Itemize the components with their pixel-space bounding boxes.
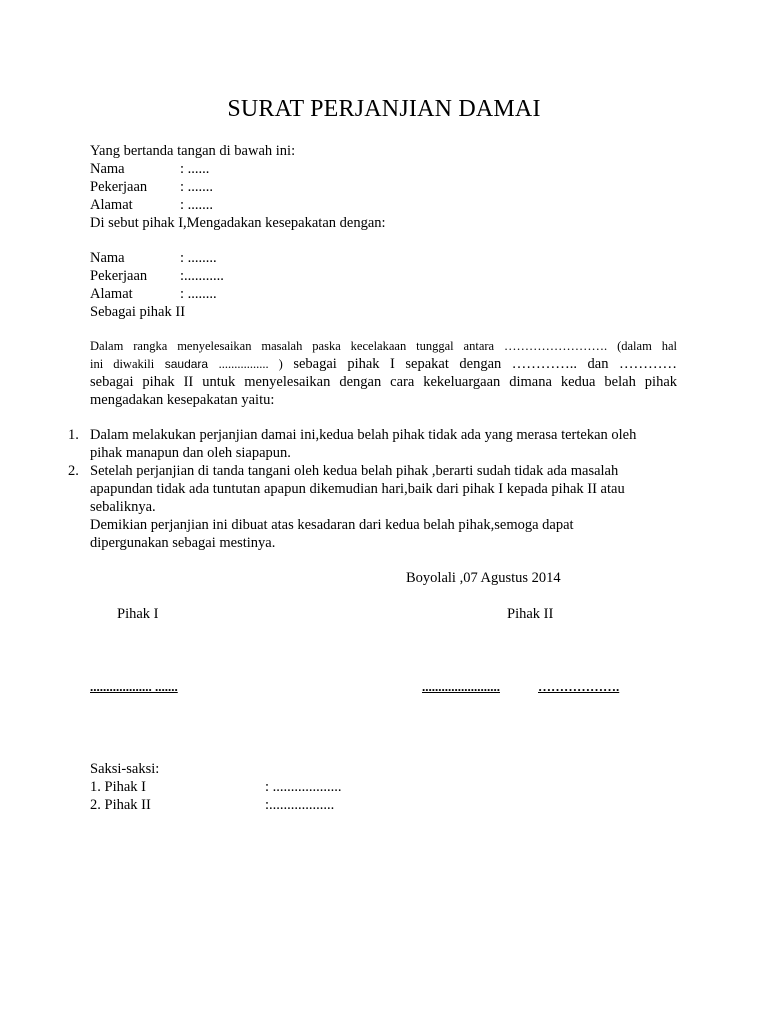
party2-signature-line-b: ………………. [538,679,620,694]
party2-signature-label: Pihak II [507,606,554,622]
witness-2-value: :.................. [265,797,335,813]
agreement-paragraph-line3: sebagai pihak II untuk menyelesaikan dengan cara kekeluargaan dimana kedua belah pihak [90,374,677,390]
witness-1-row [90,778,342,796]
party2-address-label: Alamat [90,286,133,302]
document-title: SURAT PERJANJIAN DAMAI [227,96,541,122]
party1-address-value: : ....... [180,197,214,213]
paragraph-line2-b: saudara [164,357,209,371]
party2-job-value: :........... [180,268,224,284]
item-2-text: Setelah perjanjian di tanda tangani oleh kedua belah pihak ,berarti sudah tidak ada masalah [90,463,619,479]
witness-1-label: 1. Pihak I [90,779,146,795]
party1-name-row [90,160,209,178]
agreement-paragraph-line1 [90,337,677,355]
party1-job-label: Pekerjaan [90,179,148,195]
paragraph-line2-a: ini diwakili [90,357,155,371]
party2-job-row [90,267,224,285]
witness-1-value: : ................... [265,779,342,795]
party1-signature-line: ................... ....... [90,679,178,694]
party2-name-row [90,249,217,267]
intro-text: Yang bertanda tangan di bawah ini: [90,143,296,159]
party1-name-value: : ...... [180,161,210,177]
party1-address-row [90,196,213,214]
closing-line1: Demikian perjanjian ini dibuat atas kesadaran dari kedua belah pihak,semoga dapat [90,517,574,533]
party1-name-label: Nama [90,161,125,177]
party2-signature-line-a: ........................ [422,679,500,694]
item-1-number: 1. [68,427,79,443]
party2-caption: Sebagai pihak II [90,304,186,320]
party1-job-value: : ....... [180,179,214,195]
paragraph-line1-a: Dalam rangka menyelesaikan masalah paska kecelakaan tunggal antara [90,339,495,353]
party1-caption: Di sebut pihak I,Mengadakan kesepakatan dengan: [90,215,386,231]
paragraph-line2-c: ................ ) [218,357,283,371]
witness-title: Saksi-saksi: [90,761,160,777]
paragraph-line2-d: sebagai pihak I sepakat dengan ………….. dan ………… [282,356,678,372]
item-1-text-line2: pihak manapun dan oleh siapapun. [90,445,291,461]
witness-2-label: 2. Pihak II [90,797,151,813]
item-2-text-line3: sebaliknya. [90,499,156,515]
witness-2-row [90,796,334,814]
party1-job-row [90,178,213,196]
party1-address-label: Alamat [90,197,133,213]
item-1-text: Dalam melakukan perjanjian damai ini,kedua belah pihak tidak ada yang merasa tertekan oleh [90,427,637,443]
agreement-paragraph-line2 [90,355,677,373]
place-date: Boyolali ,07 Agustus 2014 [406,570,561,586]
party2-address-value: : ........ [180,286,217,302]
paragraph-line1-b: ……………………. (dalam hal [494,339,677,353]
item-2-number: 2. [68,463,79,479]
party2-job-label: Pekerjaan [90,268,148,284]
agreement-paragraph-line4: mengadakan kesepakatan yaitu: [90,392,275,408]
closing-line2: dipergunakan sebagai mestinya. [90,535,276,551]
party2-name-value: : ........ [180,250,217,266]
party1-signature-label: Pihak I [117,606,159,622]
party2-address-row [90,285,217,303]
party2-name-label: Nama [90,250,125,266]
item-2-text-line2: apapundan tidak ada tuntutan apapun dikemudian hari,baik dari pihak I kepada pihak II atau [90,481,625,497]
party2-signature-line [422,678,619,696]
